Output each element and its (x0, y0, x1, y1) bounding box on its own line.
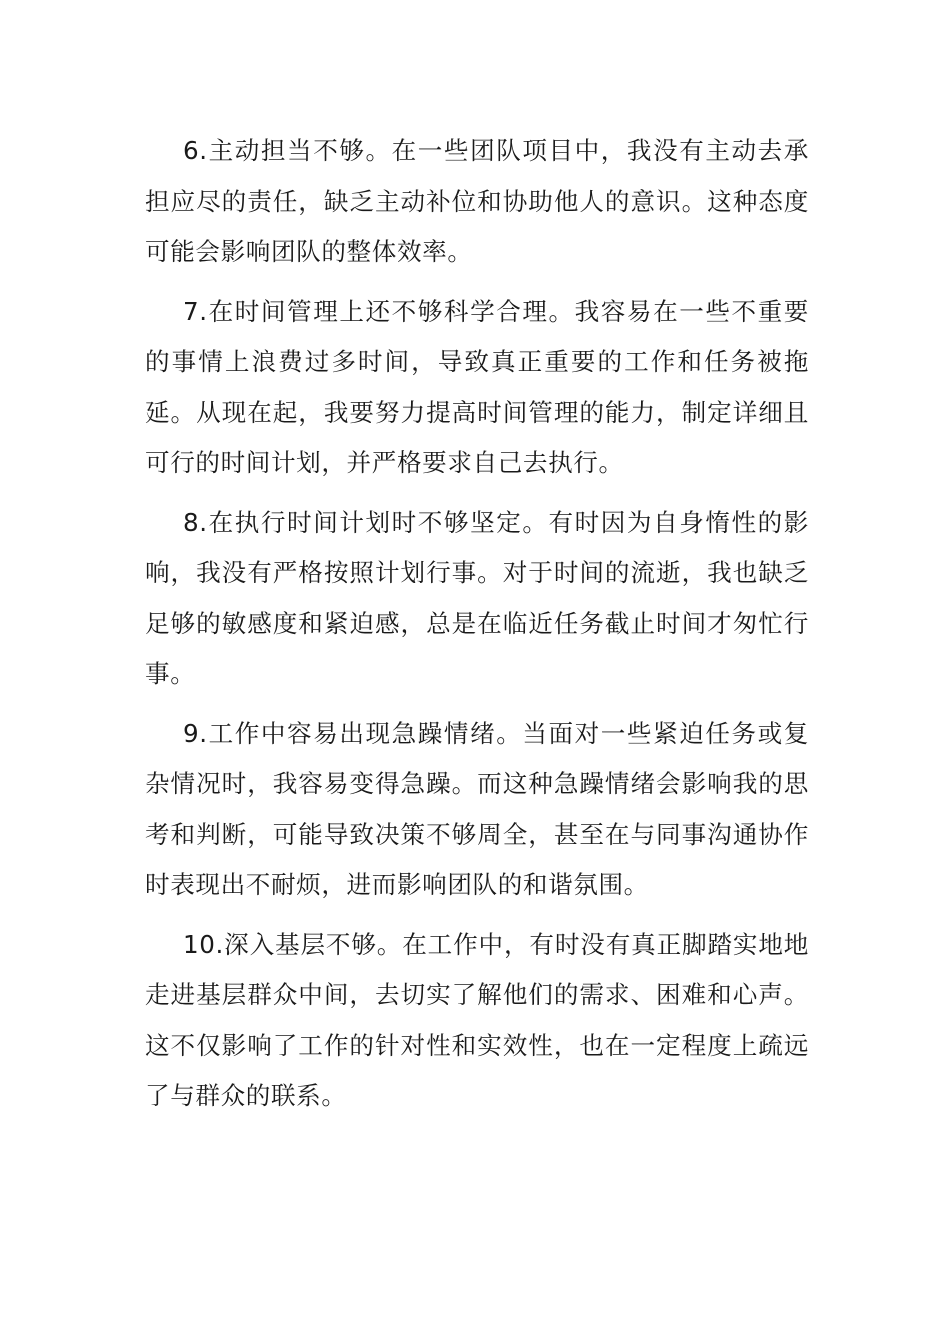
document-body (145, 126, 809, 1131)
paragraph-item-8: 8.在执行时间计划时不够坚定。有时因为自身惰性的影响，我没有严格按照计划行事。对于时间的流逝，我也缺乏足够的敏感度和紧迫感，总是在临近任务截止时间才匆忙行事。 (145, 507, 809, 688)
paragraph-item-9: 9.工作中容易出现急躁情绪。当面对一些紧迫任务或复杂情况时，我容易变得急躁。而这种急躁情绪会影响我的思考和判断，可能导致决策不够周全，甚至在与同事沟通协作时表现出不耐烦，进而影响团队的和谐氛围。 (145, 718, 809, 899)
paragraph-item-7: 7.在时间管理上还不够科学合理。我容易在一些不重要的事情上浪费过多时间，导致真正重要的工作和任务被拖延。从现在起，我要努力提高时间管理的能力，制定详细且可行的时间计划，并严格要求自己去执行。 (145, 296, 809, 477)
paragraph-item-10: 10.深入基层不够。在工作中，有时没有真正脚踏实地地走进基层群众中间，去切实了解他们的需求、困难和心声。这不仅影响了工作的针对性和实效性，也在一定程度上疏远了与群众的联系。 (145, 929, 809, 1110)
paragraph-item-6: 6.主动担当不够。在一些团队项目中，我没有主动去承担应尽的责任，缺乏主动补位和协助他人的意识。这种态度可能会影响团队的整体效率。 (145, 136, 809, 266)
